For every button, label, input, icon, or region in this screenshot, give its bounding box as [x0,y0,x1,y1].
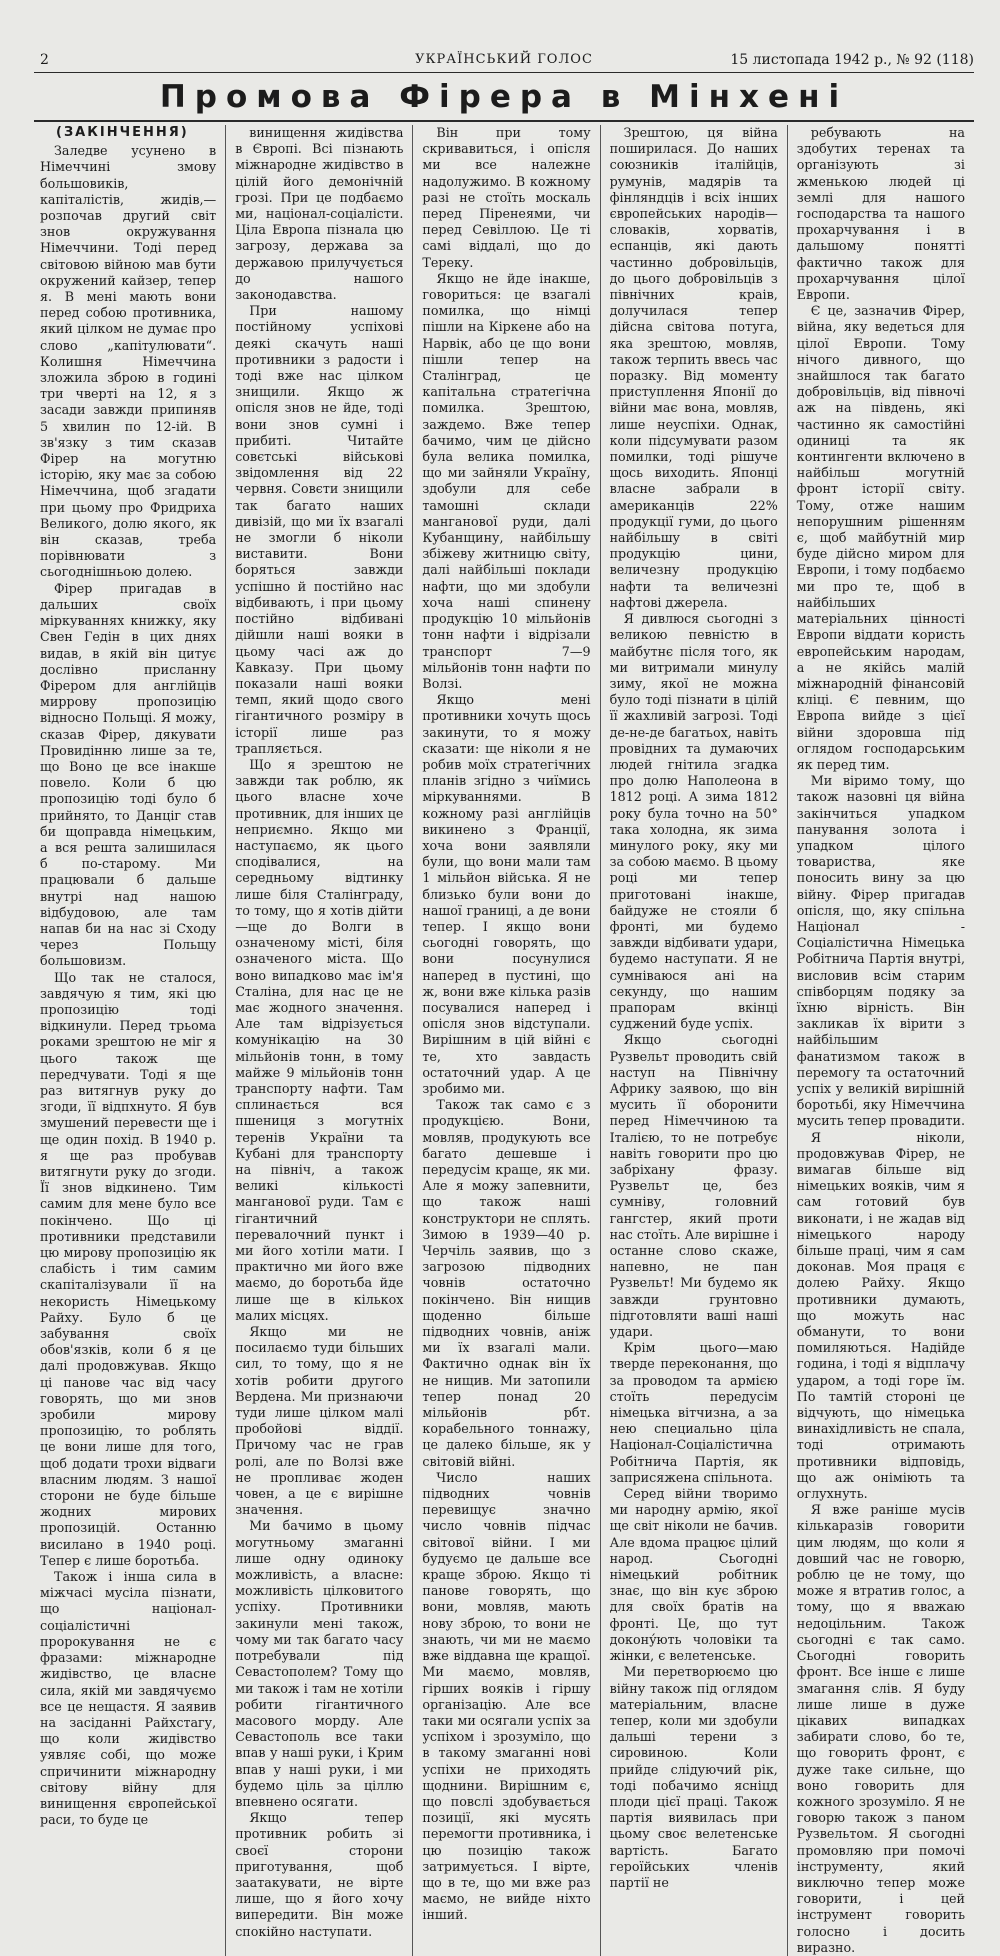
paragraph: Заледве усунено в Німеччині змову большовиків, капіталістів, жидів,—розпочав другий світ знов окружування Німеччини. Тоді перед світовою війною мав бути окружений кайзер, тепер я. В мені мають вони перед собою противника, який цілком не думає про слово „капітулювати“. Колишня Німеччина зложила зброю в годині три чверті на 12, я з засади завжди припиняв 5 хвилин по 12-ій. В зв'язку з тим сказав Фірер на могутню історію, яку має за собою Німеччина, щоб згадати при цьому про Фридриха Великого, долю якого, як він сказав, треба порівнювати з сьогоднішньою долею. [40,143,217,580]
paragraph: Серед війни творимо ми народну армію, якої ще світ ніколи не бачив. Але вдома працює цілий народ. Сьогодні німецький робітник знає, що він кує зброю для своїх братів на фронті. Це, що тут докону́ють чоловіки та жінки, є велетенське. [609,1486,778,1664]
paragraph: Якщо сьогодні Рузвельт проводить свій наступ на Північну Африку заявою, що він мусить її оборонити перед Німеччиною та Італією, то не потребує навіть говорити про цю забріхану фразу. Рузвельт це, без сумніву, головний гангстер, який проти нас стоїть. Але вирішне і останне слово скаже, напевно, не пан Рузвельт! Ми будемо як завжди грунтовно підготовляти ваші наші удари. [609,1032,778,1340]
paragraph: Що так не сталося, завдячую я тим, які цю пропозицію тоді відкинули. Перед трьома роками зрештою не міг я цього також ще передчувати. Тоді я ще раз витягнув руку до згоди, її відпхнуто. Я був змушений перевести ще і ще один похід. В 1940 р. я ще раз пробував витягнути руку до згоди. Її знов відкинено. Тим самим для мене було все покінчено. Що ці противники представили цю мирову пропозицію як слабість і тим самим скапіталізували її на некористь Німецькому Райху. Було б це забування своїх обов'язків, коли б я це далі продовжував. Якщо ці панове час від часу говорять, що ми знов зробили мирову пропозицію, то роблять це вони лише для того, щоб додати трохи відваги власним людям. З нашої сторони не буде більше жодних мирових пропозицій. Останню висилано в 1940 році. Тепер є лише боротьба. [40,969,217,1568]
column-1 [38,125,225,1956]
article-headline: Промова Фірера в Мінхені [34,76,974,122]
paragraph: При нашому постійному успіхові деякі скачуть наші противники з радости і тоді вже нас цілком знищили. Якщо ж опісля знов не йде, тоді вони знов сумні і прибиті. Читайте совєтські військові звідомлення від 22 червня. Совєти знищили так багато наших дивізій, що ми їх взагалі не змогли б ніколи виставити. Вони боряться завжди успішно й постійно нас відбивають, і при цьому постійно відбивані дійшли наші вояки в цьому часі аж до Кавказу. При цьому показали наші вояки темп, який щодо свого гігантичного розміру в історії лише раз трапляється. [235,303,404,756]
column-4 [600,125,787,1956]
paragraph: Що я зрештою не завжди так роблю, як цього власне хоче противник, для інших це неприємно. Якщо ми наступаємо, як цього сподівалися, на середньому відтинку лише біля Сталінграду, то тому, що я хотів дійти—ще до Волги в означеному місті, біля означеного міста. Що воно випадково має ім'я Сталіна, для нас це не має жодного значення. Але там відрізується комунікацію на 30 мільйонів тонн, в тому майже 9 мільйонів тонн транспорту нафти. Там сплинається вся пшениця з могутніх теренів України та Кубані для транспорту на північ, а також великі кількості манганової руди. Там є гігантичний перевалочний пункт і ми його хотіли мати. І практично ми його вже маємо, до боротьба йде лише ще в кількох малих місцях. [235,756,404,1323]
paragraph: Зрештою, ця війна поширилася. До наших союзників італійців, румунів, мадярів та фінляндців і всіх інших європейських народів—словаків, хорватів, еспанців, які дають частинно добровільців, до цього добровільців з північних краів, долучилася тепер дійсна світова потуга, яка зрештою, мовляв, також терпить ввесь час поразку. Від моменту приступлення Японії до війни має вона, мовляв, лише неуспіхи. Однак, коли підсумувати разом помилки, тоді рішуче щось виходить. Японці власне забрали в американців 22% продукції гуми, до цього найбільшу в світі продукцію цини, величезну продукцію нафти та величезні нафтові джерела. [609,125,778,610]
column-2 [225,125,412,1956]
paragraph: Крім цього—маю тверде переконання, що за проводом та армією стоїть передусім німецька вітчизна, а за нею специально ціла Націонал-Соціалістична Робітнича Партія, як заприсяжена спільнота. [609,1340,778,1485]
running-head [34,50,974,73]
paragraph: ребувають на здобутих теренах та організують зі жменькою людей ці землі для нашого господарства та нашого прохарчування і в дальшому понятті фактично також для прохарчування цілої Европи. [796,125,965,303]
paragraph: Якщо ми не посилаємо туди більших сил, то тому, що я не хотів робити другого Вердена. Ми признаючи туди лише цілком малі пробойові віддії. Причому час не грав ролі, але по Волзі вже не пропливає жоден човен, а це є вирішне значення. [235,1324,404,1518]
column-5 [787,125,974,1956]
newspaper-title: УКРАЇНСЬКИЙ ГОЛОС [415,52,593,67]
paragraph: Є це, зазначив Фірер, війна, яку ведеться для цілої Европи. Тому нічого дивного, що знайшлося так багато добровільців, від півночі аж на південь, які частинно як самостійні одиниці та як контингенти включено в найбільш могутній фронт історії світу. Тому, отже нашим непорушним рішенням є, щоб майбутній мир буде дійсно миром для Европи, і тому подбаємо ми про те, щоб в найбільших матеріальних цінності Европи віддати користь европейським народам, а не якійсь малій міжнародній фінансовій кліці. Є певним, що Европа вийде з цієї війни здоровша під оглядом господарським як перед тим. [796,303,965,772]
paragraph: Я вже раніше мусів кількаразів говорити цим людям, що коли я довший час не говорю, роблю це не тому, що може я втратив голос, а тому, що я вважаю недоцільним. Також сьогодні є так само. Сьогодні говорить фронт. Все інше є лише змагання слів. Я буду лише лише в дуже цікавих випадках забирати слово, бо те, що говорить фронт, є дуже таке сильне, що воно говорить для кожного зрозуміло. Я не говорю також з паном Рузвельтом. Я сьогодні промовляю при помочі інструменту, який виключно тепер може говорити, і цей інструмент говорить голосно і досить виразно. [796,1502,965,1955]
paragraph: Ми бачимо в цьому могутньому змаганні лише одну одиноку можливість, а власне: можливість цілковитого успіху. Противники закинули мені також, чому ми так багато часу потребували під Севастополем? Тому що ми також і там не хотіли робити гігантичного масового морду. Але Севастополь все таки впав у наші руки, і Крим впав у наші руки, і ми будемо ціль за ціллю впевнено осягати. [235,1518,404,1809]
paragraph: Також так само є з продукцією. Вони, мовляв, продукують все багато дешевше і передусім краще, як ми. Але я можу запевнити, що також наші конструктори не сплять. Зимою в 1939—40 р. Черчіль заявив, що з загрозою підводних човнів остаточно покінчено. Він нищив щоденно більше підводних човнів, аніж ми їх взагалі мали. Фактично однак він їх не нищив. Ми затопили тепер понад 20 мільйонів рбт. корабельного тоннажу, це далеко більше, як у світовій війні. [422,1097,591,1469]
column-3 [412,125,599,1956]
paragraph: Число наших підводних човнів перевищує значно число човнів підчас світової війни. І ми будуємо це дальше все краще зброю. Якщо ті панове говорять, що вони, мовляв, мають нову зброю, то вони не знають, чи ми не маємо вже віддавна ще кращої. Ми маємо, мовляв, гірших вояків і гіршу організацію. Але все таки ми осягали успіх за успіхом і зрозуміло, що в такому змаганні нові успіхи не приходять щоднини. Вирішним є, що повслі здобувається позиції, які мусять перемогти противника, і цю позицію також затримується. І вірте, що в те, що ми вже раз маємо, не вийде ніхто інший. [422,1469,591,1923]
article-columns [38,125,974,1955]
paragraph: Якщо мені противники хочуть щось закинути, то я можу сказати: ще ніколи я не робив моїх стратегічних планів згідно з чиїмись міркуваннями. В кожному разі англійців викинено з Франції, хоча вони заявляли були, що вони мали там 1 мільйон війська. Я не близько були вони до нашої границі, а де вони тепер. І якщо вони сьогодні говорять, що вони посунулися наперед в пустині, що ж, вони вже кілька разів посувалися наперед і опісля знов відступали. Вирішним в цій війні є те, хто завдасть остаточний удар. А це зробимо ми. [422,692,591,1096]
paragraph: Також і інша сила в міжчасі мусіла пізнати, що націонал-соціалістичні пророкування не є фразами: міжнародне жидівство, це власне сила, якій ми завдячуємо все це нещастя. Я заявив на засіданні Райхстагу, що коли жидівство уявляє собі, що може спричинити міжнародну світову війну для винищення європейської раси, то буде це [40,1569,217,1828]
paragraph: Він при тому скривавиться, і опісля ми все належне надолужимо. В кожному разі не стоїть москаль перед Піренеями, чи перед Севіллою. Це ті самі віддалі, що до Тереку. [422,125,591,270]
paragraph: Я дивлюся сьогодні з великою певністю в майбутнє після того, як ми витримали минулу зиму, якої не можна було тоді пізнати в цілій її жахливій загрозі. Тоді де-не-де багатьох, навіть провідних та думаючих людей гнітила згадка про долю Наполеона в 1812 році. А зима 1812 року була точно на 50° така холодна, як зима минулого року, яку ми за собою маємо. В цьому році ми тепер приготовані інакше, байдуже не стояли б фронті, ми будемо завжди відбивати удари, будемо наступати. Я не сумніваюся ані на секунду, що нашим прапорам вкінці суджений буде успіх. [609,611,778,1032]
page-number: 2 [40,52,49,68]
paragraph: Якщо тепер противник робить зі своєї сторони приготування, щоб заатакувати, не вірте лише, що я його хочу випередити. Він може спокійно наступати. [235,1810,404,1939]
paragraph: Ми перетворюємо цю війну також під оглядом матеріальним, власне тепер, коли ми здобули дальші терени з сировиною. Коли прийде слідуючий рік, тоді побачимо ясніцд плоди цієї праці. Також партія виявилась при цьому своє велетенське вартість. Багато героїйських членів партії не [609,1664,778,1890]
paragraph: Я ніколи, продовжував Фірер, не вимагав більше від німецьких вояків, чим я сам готовий був виконати, і не жадав від німецького народу більше праці, чим я сам доконав. Моя праця є долею Райху. Якщо противники думають, що можуть нас обманути, то вони помиляються. Надійде година, і тоді я відплачу ударом, а тоді горе їм. По тамтій стороні це відчують, що німецька винахідливість не спала, тоді отримають противники відповідь, що аж оніміють та оглухнуть. [796,1129,965,1502]
paragraph: Ми віримо тому, що також назовні ця війна закінчиться упадком панування золота і упадком цілого товариства, яке поносить вину за цю війну. Фірер пригадав опісля, що, яку спільна Націонал - Соціалістична Німецька Робітнича Партія внутрі, висловив всім старим співборцям подяку за їхню вірність. Він закликав їх вірити з найбільшим фанатизмом також в перемогу та остаточний успіх у великій вирішній боротьбі, яку Німеччина мусить тепер провадити. [796,773,965,1129]
issue-date: 15 листопада 1942 р., № 92 (118) [730,52,974,68]
paragraph: Фірер пригадав в дальших своїх міркуваннях книжку, яку Свен Гедін в цих днях видав, в якій він цитує дослівно присланну Фірером для англійців миррову пропозицію відносно Польщі. Я можу, сказав Фірер, дякувати Провидінню лише за те, що Воно це все інакше повело. Коли б цю пропозицію тоді було б прийнято, то Данціг став би щоправда німецьким, а вся решта залишилася б по-старому. Ми працювали б дальше внутрі над нашою відбудовою, але там напав би на нас зі Сходу через Польщу большовизм. [40,580,217,969]
paragraph: винищення жидівства в Європі. Всі пізнають міжнародне жидівство в цілій його демонічній грозі. При це подбаємо ми, націонал-соціалісти. Ціла Европа пізнала цю загрозу, держава за державою прилучується до нашого законодавства. [235,125,404,303]
continuation-subhead: (ЗАКІНЧЕННЯ) [56,125,189,140]
paragraph: Якщо не йде інакше, говориться: це взагалі помилка, що німці пішли на Кіркене або на Нарвік, або це що вони пішли тепер на Сталінград, це капітальна стратегічна помилка. Зрештою, заждемо. Вже тепер бачимо, чим це дійсно була велика помилка, що ми зайняли Україну, здобули для себе тамошні склади манганової руди, далі Кубанщину, найбільшу збіжеву житницю світу, далі найбільші поклади нафти, що ми здобули хоча наші спинену продукцію 10 мільйонів тонн нафти і відрізали транспорт 7—9 мільйонів тонн нафти по Волзі. [422,270,591,691]
